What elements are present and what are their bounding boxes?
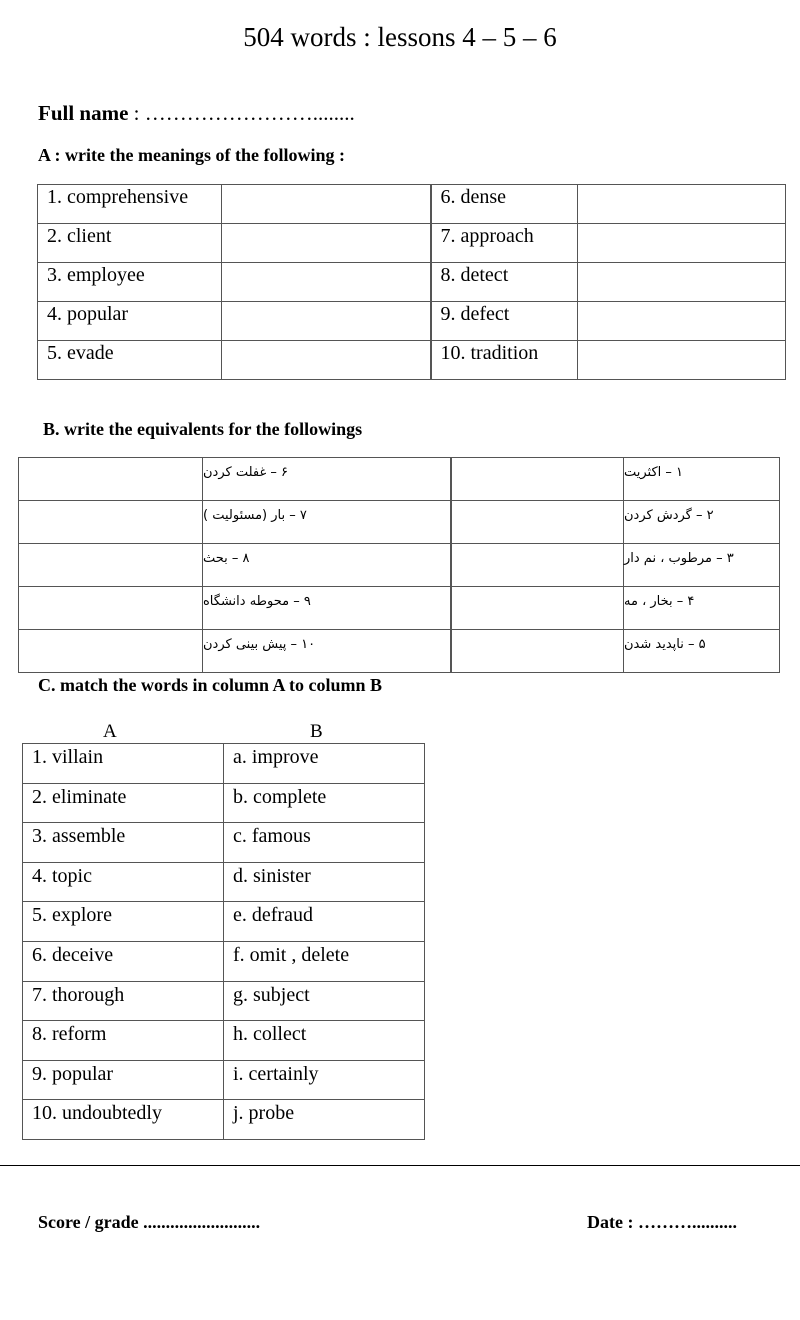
equivalent-answer-cell[interactable] [19, 458, 203, 501]
table-row [19, 501, 780, 544]
word-cell: 1. comprehensive [38, 185, 222, 224]
equivalent-answer-cell[interactable] [19, 587, 203, 630]
persian-word-cell: ۸ – بحث [203, 544, 451, 587]
section-c-heading: C. match the words in column A to column B [38, 675, 383, 695]
table-row [23, 1060, 425, 1100]
table-row [38, 224, 786, 263]
column-a-word: 2. eliminate [23, 783, 224, 823]
column-b-word: j. probe [224, 1100, 425, 1140]
table-row [38, 185, 786, 224]
meaning-answer-cell[interactable] [578, 302, 786, 341]
persian-word-cell: ۳ – مرطوب ، نم دار [624, 544, 780, 587]
section-a-heading: A : write the meanings of the following : [38, 145, 345, 165]
table-row [23, 981, 425, 1021]
persian-word-cell: ۱۰ – پیش بینی کردن [203, 630, 451, 673]
persian-word-cell: ۵ – ناپدید شدن [624, 630, 780, 673]
word-cell: 10. tradition [431, 341, 578, 380]
persian-word-cell: ۷ – بار (مسئولیت ) [203, 501, 451, 544]
meaning-answer-cell[interactable] [578, 263, 786, 302]
section-b-table [18, 457, 780, 673]
table-row [38, 263, 786, 302]
equivalent-answer-cell[interactable] [451, 458, 624, 501]
table-row [23, 783, 425, 823]
meaning-answer-cell[interactable] [222, 341, 431, 380]
table-row [23, 1021, 425, 1061]
word-cell: 3. employee [38, 263, 222, 302]
table-row [23, 862, 425, 902]
word-cell: 7. approach [431, 224, 578, 263]
meaning-answer-cell[interactable] [222, 185, 431, 224]
column-b-word: f. omit , delete [224, 941, 425, 981]
word-cell: 5. evade [38, 341, 222, 380]
equivalent-answer-cell[interactable] [19, 630, 203, 673]
equivalent-answer-cell[interactable] [451, 587, 624, 630]
persian-word-cell: ۶ – غفلت کردن [203, 458, 451, 501]
full-name-label: Full name [38, 101, 129, 125]
table-row [23, 744, 425, 784]
table-row [19, 587, 780, 630]
section-c-table [22, 743, 425, 1140]
column-a-word: 10. undoubtedly [23, 1100, 224, 1140]
column-b-word: i. certainly [224, 1060, 425, 1100]
persian-word-cell: ۲ – گردش کردن [624, 501, 780, 544]
table-row [38, 341, 786, 380]
meaning-answer-cell[interactable] [222, 302, 431, 341]
column-b-word: h. collect [224, 1021, 425, 1061]
column-b-word: b. complete [224, 783, 425, 823]
column-a-word: 7. thorough [23, 981, 224, 1021]
equivalent-answer-cell[interactable] [19, 544, 203, 587]
table-row [19, 630, 780, 673]
word-cell: 4. popular [38, 302, 222, 341]
meaning-answer-cell[interactable] [578, 341, 786, 380]
column-b-word: d. sinister [224, 862, 425, 902]
meaning-answer-cell[interactable] [578, 224, 786, 263]
table-row [23, 1100, 425, 1140]
column-a-word: 9. popular [23, 1060, 224, 1100]
column-b-word: e. defraud [224, 902, 425, 942]
equivalent-answer-cell[interactable] [451, 544, 624, 587]
date-field: Date : ……….......... [587, 1212, 737, 1232]
meaning-answer-cell[interactable] [578, 185, 786, 224]
score-grade: Score / grade .......................... [38, 1212, 261, 1232]
column-a-word: 4. topic [23, 862, 224, 902]
meaning-answer-cell[interactable] [222, 224, 431, 263]
equivalent-answer-cell[interactable] [19, 501, 203, 544]
table-row [23, 902, 425, 942]
column-b-header: B [310, 721, 323, 742]
table-row [23, 823, 425, 863]
page-title: 504 words : lessons 4 – 5 – 6 [243, 22, 557, 52]
column-a-word: 1. villain [23, 744, 224, 784]
word-cell: 9. defect [431, 302, 578, 341]
section-a-table [37, 184, 786, 380]
persian-word-cell: ۱ – اکثریت [624, 458, 780, 501]
section-b-heading: B. write the equivalents for the followings [43, 419, 363, 439]
footer-divider [0, 1165, 800, 1166]
column-b-word: g. subject [224, 981, 425, 1021]
word-cell: 2. client [38, 224, 222, 263]
column-b-word: a. improve [224, 744, 425, 784]
column-a-word: 5. explore [23, 902, 224, 942]
table-row [19, 544, 780, 587]
word-cell: 6. dense [431, 185, 578, 224]
meaning-answer-cell[interactable] [222, 263, 431, 302]
table-row [19, 458, 780, 501]
persian-word-cell: ۹ – محوطه دانشگاه [203, 587, 451, 630]
equivalent-answer-cell[interactable] [451, 501, 624, 544]
full-name-field[interactable]: : ……………………........ [133, 101, 355, 125]
column-a-word: 6. deceive [23, 941, 224, 981]
table-row [38, 302, 786, 341]
column-b-word: c. famous [224, 823, 425, 863]
column-a-word: 3. assemble [23, 823, 224, 863]
full-name-line [38, 101, 355, 126]
equivalent-answer-cell[interactable] [451, 630, 624, 673]
column-a-header: A [103, 721, 117, 742]
word-cell: 8. detect [431, 263, 578, 302]
table-row [23, 941, 425, 981]
persian-word-cell: ۴ – بخار ، مه [624, 587, 780, 630]
column-a-word: 8. reform [23, 1021, 224, 1061]
